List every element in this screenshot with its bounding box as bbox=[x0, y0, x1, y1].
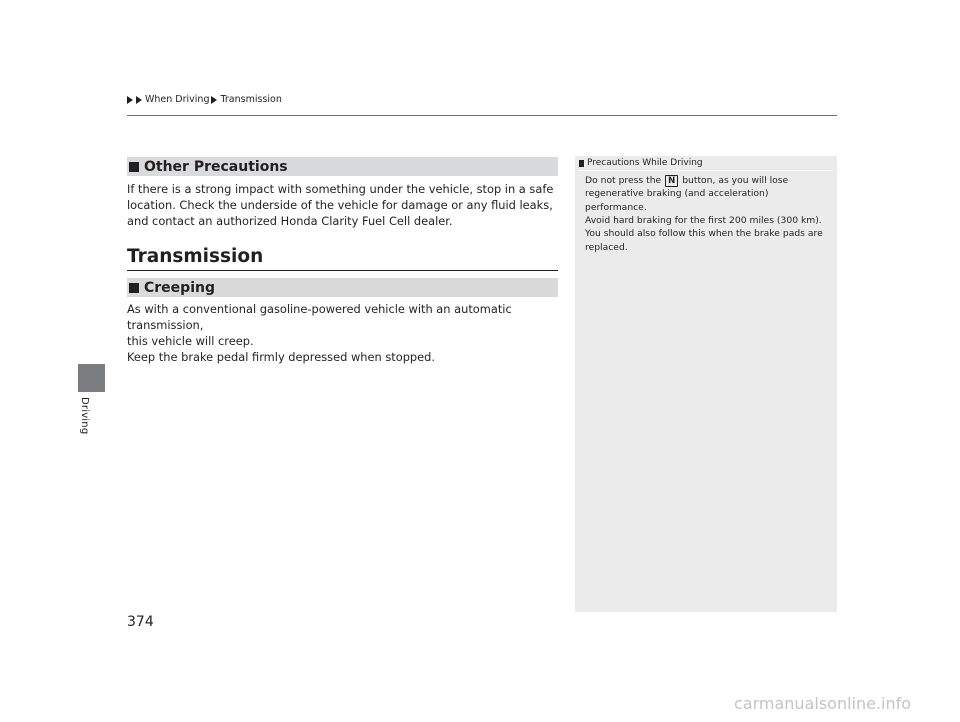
creeping-line: Keep the brake pedal firmly depressed when stopped. bbox=[127, 350, 436, 364]
watermark: carmanualsonline.info bbox=[734, 694, 912, 713]
page-title: Transmission bbox=[127, 246, 264, 267]
side-note-title bbox=[579, 158, 703, 168]
creeping-line: As with a conventional gasoline-powered vehicle with an automatic transmission, bbox=[127, 302, 512, 332]
side-note-paragraph bbox=[585, 174, 831, 214]
section-square-icon bbox=[129, 283, 139, 293]
breadcrumb bbox=[127, 94, 282, 105]
chapter-tab-marker bbox=[78, 364, 105, 392]
section-heading-text: Other Precautions bbox=[144, 158, 288, 175]
side-note-text: button, as you will lose regenerative braking (and acceleration) performance. bbox=[585, 175, 789, 213]
section-heading-creeping bbox=[127, 278, 558, 297]
section-heading-text: Creeping bbox=[144, 279, 215, 296]
other-precautions-body: If there is a strong impact with something under the vehicle, stop in a safe location. Check the underside of the vehicle for damage or any fluid leaks, and contact an authorized Honda Clarity Fuel Cell dealer. bbox=[127, 182, 554, 228]
breadcrumb-transmission[interactable]: Transmission bbox=[220, 94, 282, 105]
creeping-body bbox=[127, 301, 577, 365]
chapter-label: Driving bbox=[79, 397, 90, 435]
breadcrumb-arrow-icon bbox=[127, 96, 133, 104]
section-heading-other-precautions bbox=[127, 157, 558, 176]
breadcrumb-when-driving[interactable]: When Driving bbox=[145, 94, 210, 105]
section-square-icon bbox=[129, 162, 139, 172]
header-divider bbox=[127, 115, 837, 116]
breadcrumb-arrow-icon bbox=[136, 96, 142, 104]
side-note-title-text: Precautions While Driving bbox=[587, 158, 703, 168]
side-note-panel bbox=[575, 156, 837, 612]
n-button-icon: N bbox=[665, 175, 678, 187]
note-marker-icon bbox=[579, 160, 584, 167]
creeping-line: this vehicle will creep. bbox=[127, 334, 254, 348]
side-note-text: Do not press the bbox=[585, 175, 662, 186]
page-number: 374 bbox=[127, 614, 154, 630]
breadcrumb-arrow-icon bbox=[211, 96, 217, 104]
title-divider bbox=[127, 270, 558, 271]
side-note-paragraph: Avoid hard braking for the first 200 miles (300 km). You should also follow this when the brake pads are replaced. bbox=[585, 215, 823, 253]
side-note-divider bbox=[579, 170, 833, 171]
